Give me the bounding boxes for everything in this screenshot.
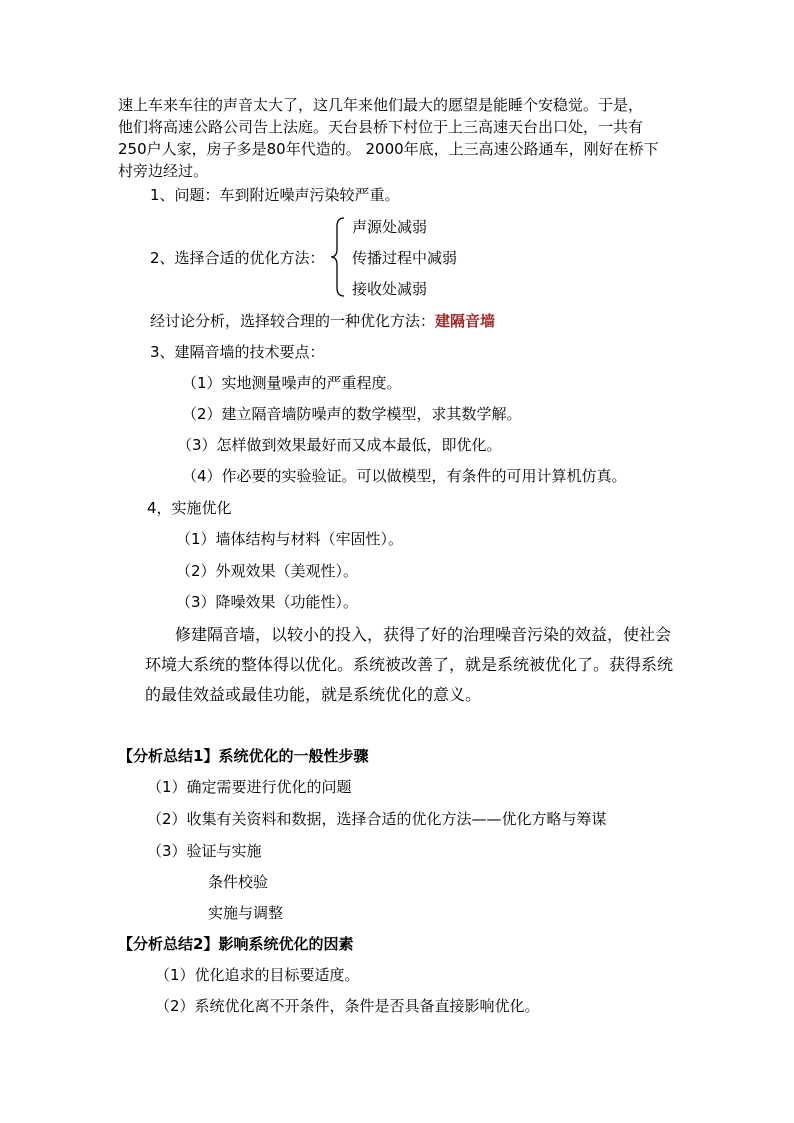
summary-1-title: 【分析总结1】系统优化的一般性步骤: [118, 747, 369, 765]
step-3-item-2: （2）建立隔音墙防噪声的数学模型，求其数学解。: [182, 405, 522, 423]
intro-line-2: 他们将高速公路公司告上法庭。天台县桥下村位于上三高速天台出口处，一共有: [118, 118, 644, 136]
summary-1-item-1: （1）确定需要进行优化的问题: [147, 778, 352, 796]
conclusion-line-3: 的最佳效益或最佳功能，就是系统优化的意义。: [145, 685, 482, 704]
summary-2-title: 【分析总结2】影响系统优化的因素: [118, 935, 354, 953]
summary-2-item-1: （1）优化追求的目标要适度。: [155, 966, 360, 984]
step-4-item-1: （1）墙体结构与材料（牢固性）。: [176, 530, 404, 548]
choice-prefix: 经讨论分析，选择较合理的一种优化方法：: [150, 312, 436, 330]
summary-2-item-2: （2）系统优化离不开条件，条件是否具备直接影响优化。: [155, 997, 540, 1015]
curly-brace-icon: [330, 216, 346, 298]
intro-line-1: 速上车来车往的声音太大了，这几年来他们最大的愿望是能睡个安稳觉。于是，: [118, 96, 644, 114]
conclusion-line-1: 修建隔音墙，以较小的投入，获得了好的治理噪音污染的效益，使社会: [175, 625, 672, 644]
intro-line-4: 村旁边经过。: [118, 162, 209, 180]
step-1-problem: 1、问题：车到附近噪声污染较严重。: [150, 186, 400, 204]
choice-highlight: 建隔音墙: [435, 312, 496, 330]
step-3-title: 3、建隔音墙的技术要点：: [150, 343, 325, 361]
step-2-option-2: 传播过程中减弱: [352, 249, 458, 267]
step-2-option-1: 声源处减弱: [352, 218, 428, 236]
step-3-item-4: （4）作必要的实验验证。可以做模型，有条件的可用计算机仿真。: [182, 467, 627, 485]
step-3-item-1: （1）实地测量噪声的严重程度。: [182, 374, 402, 392]
summary-1-item-3: （3）验证与实施: [147, 842, 262, 860]
conclusion-line-2: 环境大系统的整体得以优化。系统被改善了，就是系统被优化了。获得系统: [145, 655, 674, 674]
choice-line: [150, 311, 495, 331]
summary-1-item-2: （2）收集有关资料和数据，选择合适的优化方法——优化方略与筹谋: [147, 810, 607, 828]
summary-1-subitem-1: 条件校验: [208, 873, 269, 891]
step-4-title: 4，实施优化: [147, 499, 232, 517]
step-2-option-3: 接收处减弱: [352, 280, 428, 298]
summary-1-subitem-2: 实施与调整: [208, 904, 284, 922]
intro-line-3: 250户人家，房子多是80年代造的。 2000年底，上三高速公路通车，刚好在桥下: [118, 140, 659, 158]
step-4-item-2: （2）外观效果（美观性）。: [176, 562, 359, 580]
step-4-item-3: （3）降噪效果（功能性）。: [176, 593, 359, 611]
step-3-item-3: （3）怎样做到效果最好而又成本最低，即优化。: [177, 436, 502, 454]
step-2-label: 2、选择合适的优化方法：: [150, 249, 325, 267]
